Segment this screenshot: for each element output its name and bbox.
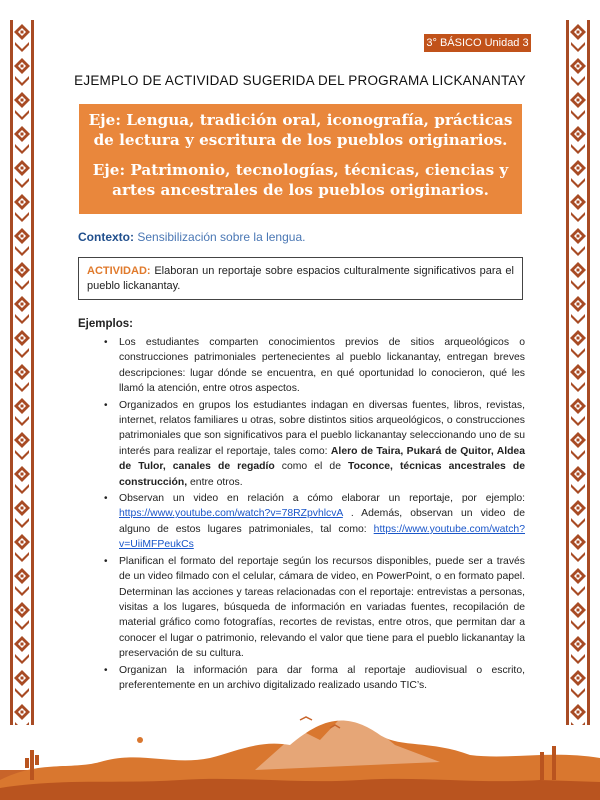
example-bold: Toconce, técnicas ancestrales de construcción, [119, 461, 525, 488]
bullet-icon: • [104, 664, 108, 676]
list-item [105, 491, 525, 553]
list-item [105, 335, 525, 397]
grade-unit-badge: 3° BÁSICO Unidad 3 [424, 34, 531, 52]
activity-text: Elaboran un reportaje sobre espacios culturalmente significativos para el pueblo lickanantay. [87, 265, 514, 292]
activity-box [78, 257, 523, 300]
context-value: Sensibilización sobre la lengua. [137, 230, 306, 244]
example-text: Organizan la información para dar forma al reportaje audiovisual o escrito, preferentemente en un archivo digitalizado realizado usando TIC’s. [119, 664, 525, 691]
context-line [78, 230, 305, 244]
examples-title: Ejemplos: [78, 318, 133, 330]
list-item [105, 554, 525, 662]
bullet-icon: • [104, 337, 108, 348]
landscape-footer-illustration [0, 700, 600, 800]
example-text: Organizados en grupos los estudiantes indagan en diversas fuentes, libros, revistas, internet, relatos familiares u otras, sobre distintos sitios arqueológicos, o construcciones patrimoniales que son significativos para el pueblo lickanantay seleccionando uno de su interés para realizar el reportaje, tales como: [119, 399, 525, 457]
example-text: Planifican el formato del reportaje según los recursos disponibles, puede ser a través de un video filmado con el celular, cámara de video, en PowerPoint, o en formato papel. Determinan las acciones y tareas relacionadas con el reportaje: entrevistas a personas, visitas a los lugares, búsqueda de información en variadas fuentes, recopilación de material gráfico como fotografías, recortes de revistas, entre otros, que permitan dar a conocer el lugar o patrimonio, relevando el valor que tiene para el pueblo lickanantay la preservación de su cultura. [119, 555, 525, 660]
examples-list [105, 335, 525, 694]
example-text: como el de [274, 461, 349, 473]
page-heading: EJEMPLO DE ACTIVIDAD SUGERIDA DEL PROGRAMA LICKANANTAY [74, 73, 526, 88]
bullet-icon: • [104, 399, 108, 411]
bullet-icon: • [104, 493, 108, 505]
andean-border-right [566, 20, 590, 725]
list-item [105, 398, 525, 490]
example-text: . Además, observan un video de alguno de estos lugares patrimoniales, tal como: [119, 508, 525, 535]
axis-line-2: Eje: Patrimonio, tecnologías, técnicas, ciencias y artes ancestrales de los pueblos originarios. [92, 161, 509, 199]
example-text: Los estudiantes comparten conocimientos previos de sitios arqueológicos o construcciones patrimoniales pertenecientes al pueblo lickanantay, entregan breves descripciones: lugar dónde se encuentra, en qué oportunidad lo conocieron, qué les llamó la atención, entre otros aspectos. [119, 337, 525, 395]
bullet-icon: • [104, 555, 108, 567]
list-item [105, 663, 525, 694]
example-text: entre otros. [187, 476, 243, 488]
andean-border-left [10, 20, 34, 725]
axis-banner [79, 104, 522, 214]
context-label: Contexto: [78, 230, 134, 244]
axis-line-1: Eje: Lengua, tradición oral, iconografía, prácticas de lectura y escritura de los pueblos originarios. [88, 111, 513, 149]
video-link-1[interactable]: https://www.youtube.com/watch?v=78RZpvhlcvA [119, 508, 343, 520]
video-link-2[interactable]: https://www.youtube.com/watch?v=UiiMFPeukCs [119, 523, 525, 551]
example-bold: Alero de Taira, Pukará de Quitor, Aldea de Tulor, canales de regadío [119, 445, 525, 473]
example-text: Observan un video en relación a cómo elaborar un reportaje, por ejemplo: [119, 493, 525, 505]
activity-label: ACTIVIDAD: [87, 265, 151, 277]
